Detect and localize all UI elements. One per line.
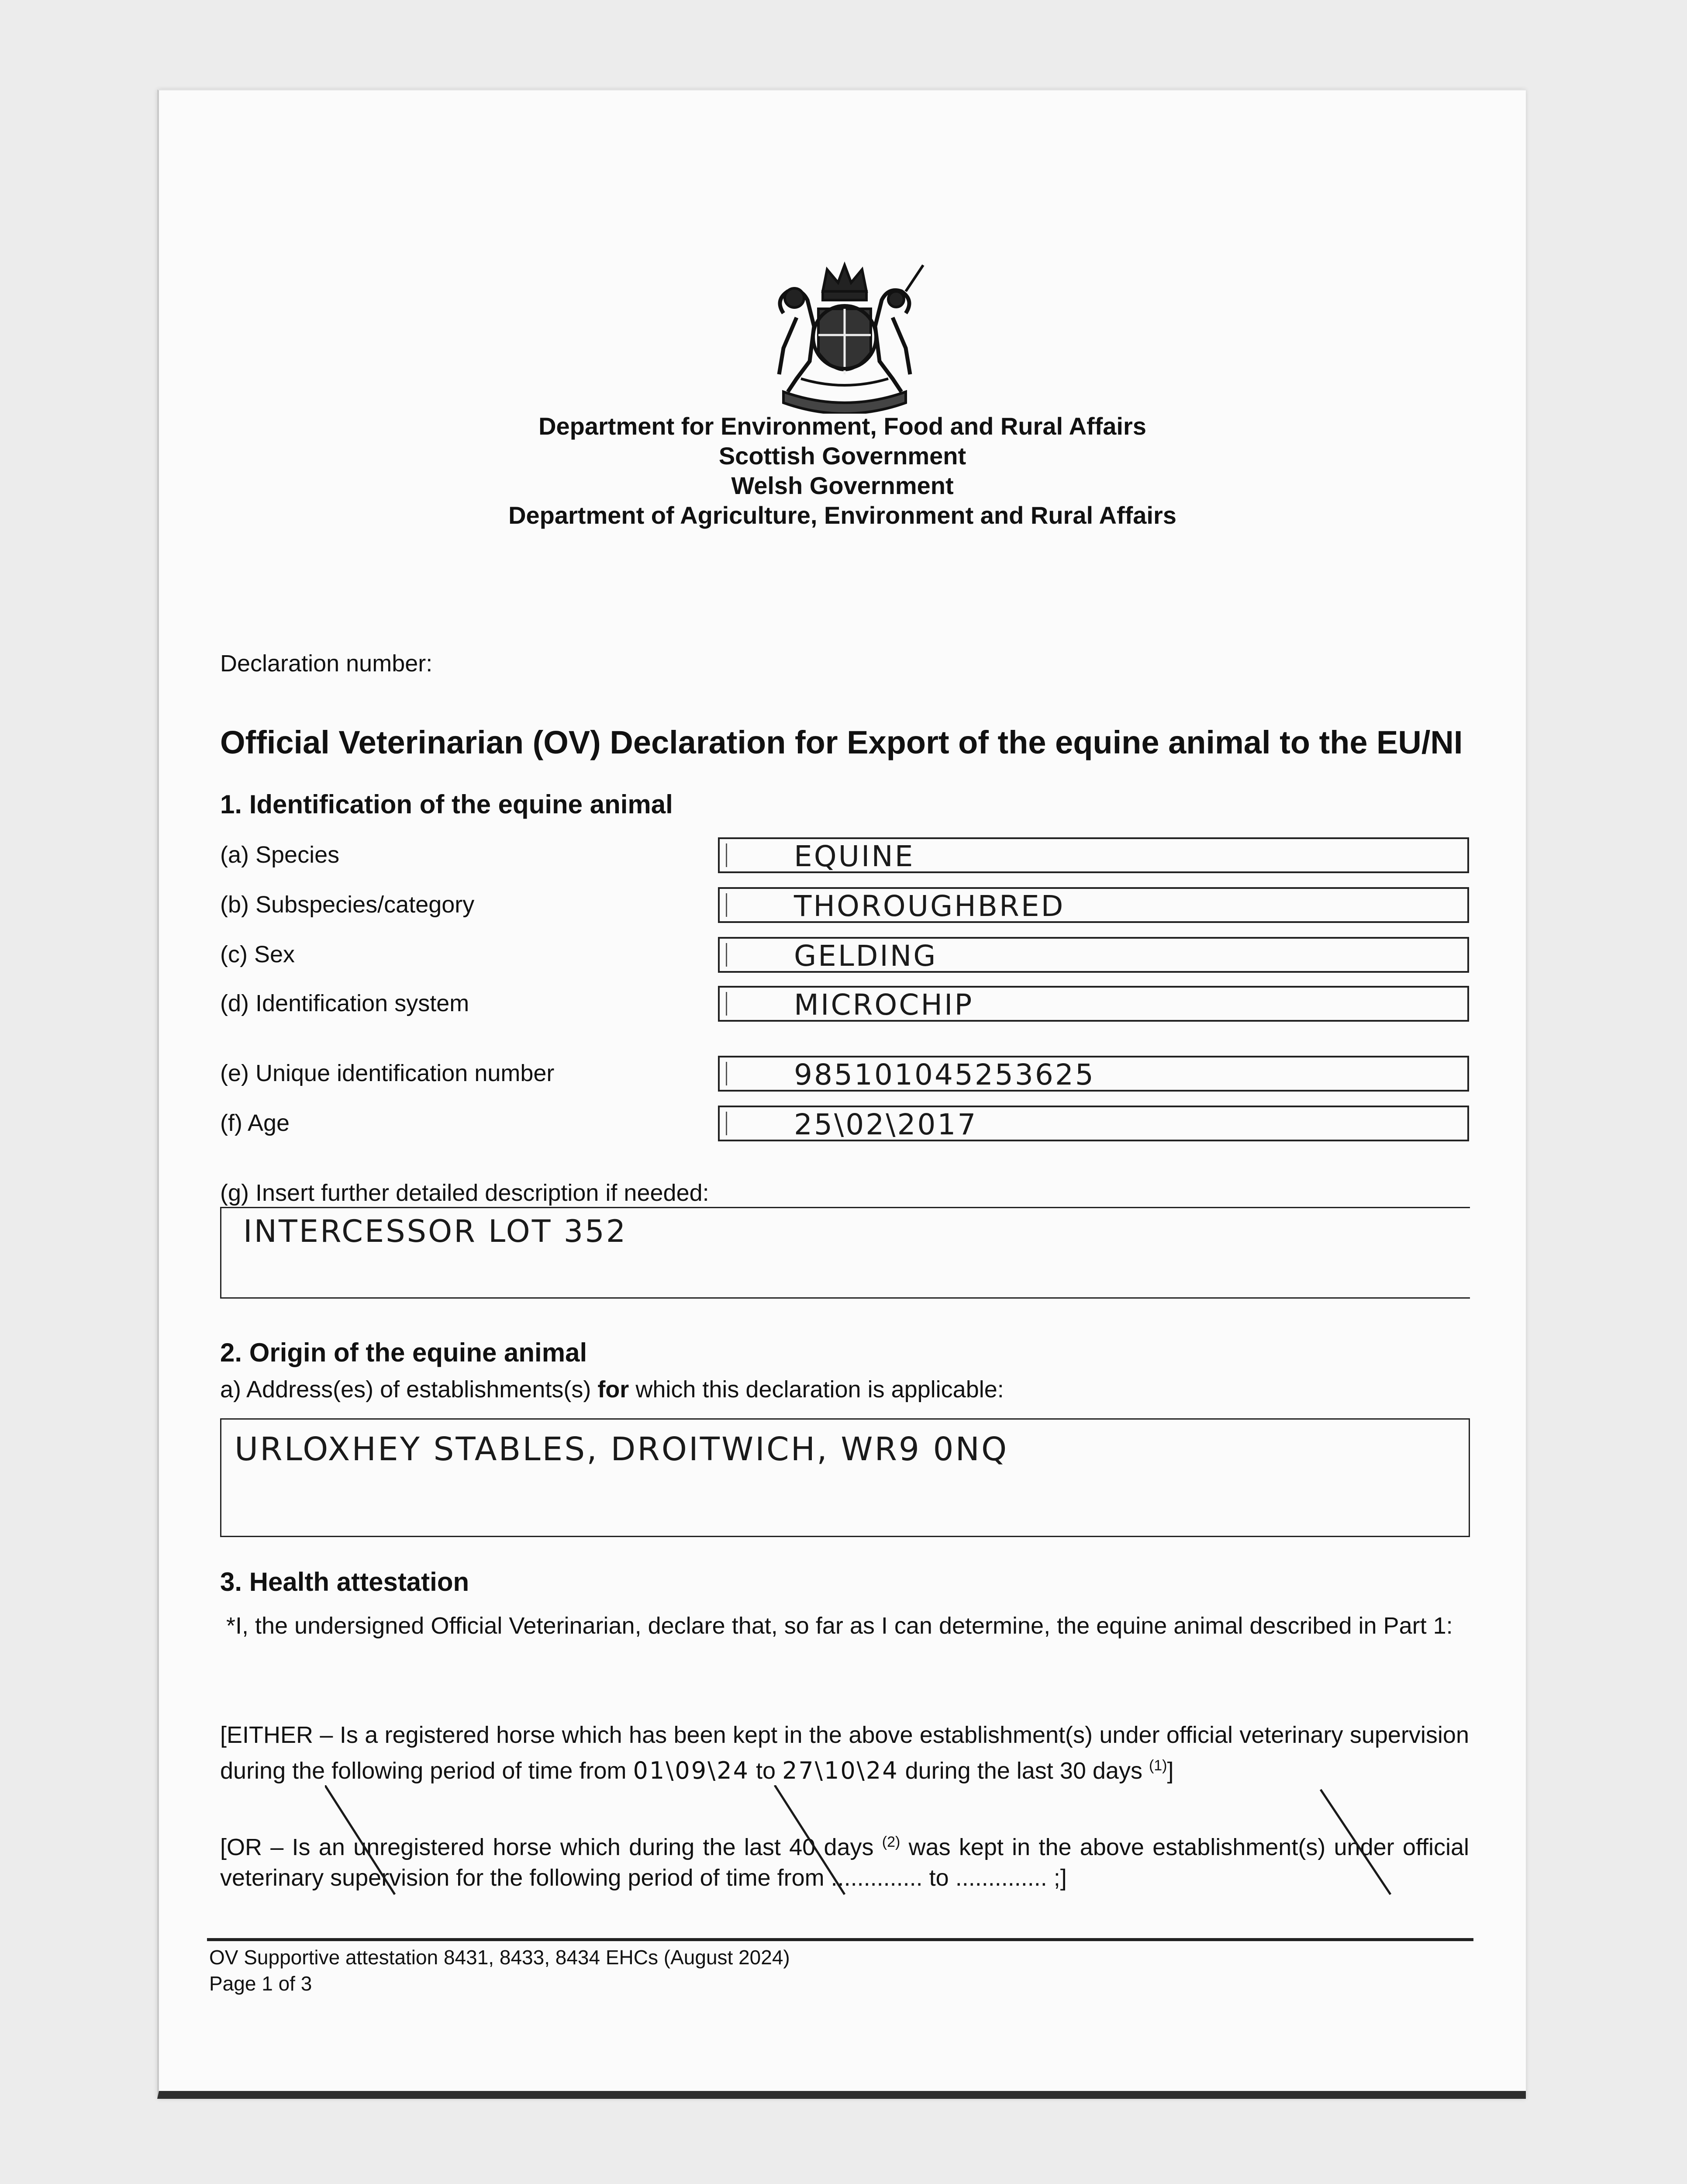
subspecies-field[interactable] xyxy=(718,887,1469,923)
section2-heading: 2. Origin of the equine animal xyxy=(220,1338,587,1367)
or-clause: [OR – Is an unregistered horse which during the last 40 days $^{(2)}$ was kept in the above establishment(s) under official veterinary supervision for the following period of time from .............. to .............. ;] xyxy=(220,1834,1469,1891)
subspecies-label: (b) Subspecies/category xyxy=(220,892,475,918)
either-to-date: 27\10\24 xyxy=(782,1757,899,1784)
document-title: Official Veterinarian (OV) Declaration for Export of the equine animal to the EU/NI xyxy=(220,724,1463,760)
royal-coat-of-arms-icon xyxy=(757,261,932,414)
sex-field[interactable] xyxy=(718,937,1469,973)
document-page xyxy=(157,90,1526,2099)
age-value: 25\02\2017 xyxy=(794,1108,978,1141)
further-description-value: INTERCESSOR LOT 352 xyxy=(243,1213,628,1249)
header-dept-defra: Department for Environment, Food and Rural Affairs xyxy=(538,412,1146,440)
header-dept-welsh-gov: Welsh Government xyxy=(731,472,954,499)
footer-divider xyxy=(207,1938,1473,1941)
section1-heading: 1. Identification of the equine animal xyxy=(220,790,673,819)
either-clause: [EITHER – Is a registered horse which has been kept in the above establishment(s) under official veterinary supervision during the following period of time from 01\09\24 to 27\10\24 during the last 30 days $^{(1)}$] xyxy=(220,1722,1469,1784)
unique-id-label: (e) Unique identification number xyxy=(220,1060,555,1086)
species-field[interactable] xyxy=(718,837,1469,873)
identification-system-value: MICROCHIP xyxy=(794,988,974,1022)
header-dept-daera: Department of Agriculture, Environment and Rural Affairs xyxy=(508,501,1176,529)
address-label: a) Address(es) of establishments(s) for which this declaration is applicable: xyxy=(220,1376,1004,1403)
address-box[interactable] xyxy=(220,1418,1470,1537)
sex-label: (c) Sex xyxy=(220,941,295,968)
further-description-box[interactable] xyxy=(220,1207,1470,1299)
strikethrough-marks xyxy=(325,1785,1460,1916)
identification-system-field[interactable] xyxy=(718,986,1469,1022)
age-label: (f) Age xyxy=(220,1110,290,1136)
footer-attestation-ref: OV Supportive attestation 8431, 8433, 8434 EHCs (August 2024) xyxy=(209,1946,790,1969)
footer-page-number: Page 1 of 3 xyxy=(209,1972,312,1995)
health-attestation-intro: *I, the undersigned Official Veterinarian, declare that, so far as I can determine, the equine animal described in Part 1: xyxy=(226,1613,1453,1639)
species-label: (a) Species xyxy=(220,842,340,868)
species-value: EQUINE xyxy=(794,840,915,873)
unique-id-value: 985101045253625 xyxy=(794,1058,1095,1092)
further-description-label: (g) Insert further detailed description if needed: xyxy=(220,1180,709,1206)
address-value: URLOXHEY STABLES, DROITWICH, WR9 0NQ xyxy=(235,1431,1009,1468)
identification-system-label: (d) Identification system xyxy=(220,990,469,1016)
age-field[interactable] xyxy=(718,1106,1469,1141)
header-dept-scottish-gov: Scottish Government xyxy=(718,442,966,470)
either-from-date: 01\09\24 xyxy=(633,1757,750,1784)
declaration-number-label: Declaration number: xyxy=(220,650,433,677)
sex-value: GELDING xyxy=(794,939,938,973)
section3-heading: 3. Health attestation xyxy=(220,1567,469,1597)
subspecies-value: THOROUGHBRED xyxy=(794,889,1065,923)
unique-id-field[interactable] xyxy=(718,1056,1469,1092)
